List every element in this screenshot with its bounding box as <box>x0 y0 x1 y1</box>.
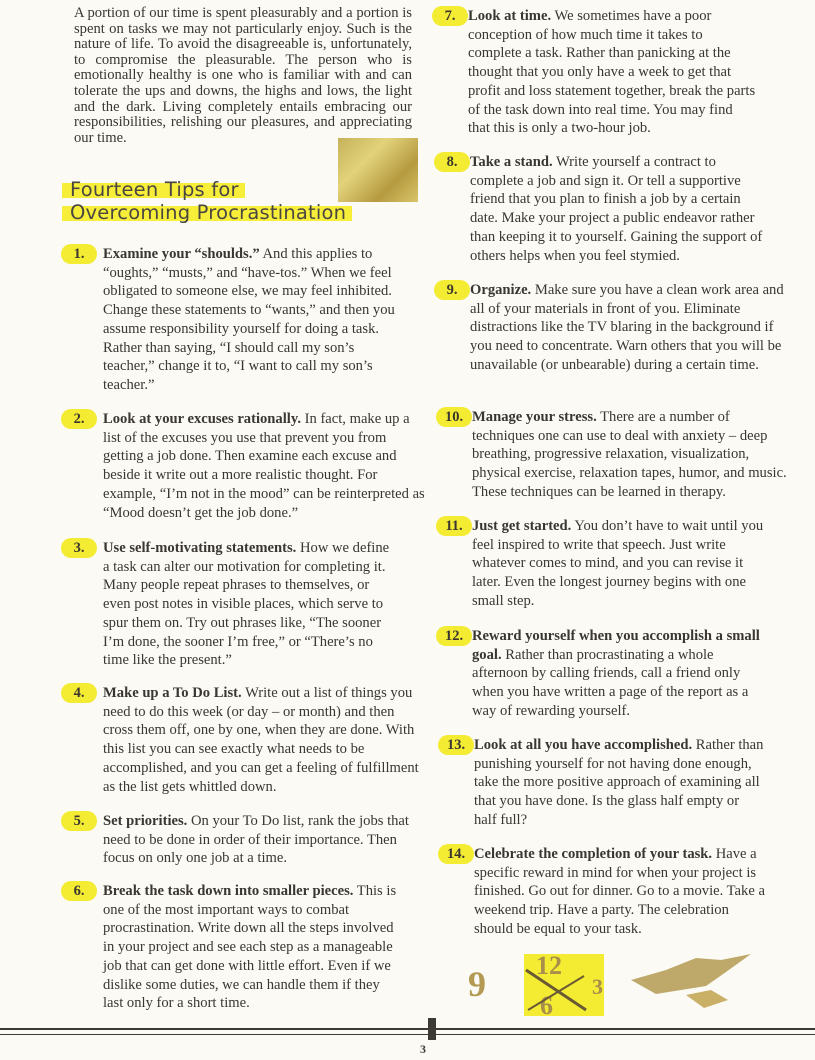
tip-number: 3. <box>61 538 97 558</box>
tip-body: How we define a task can alter our motivation for completing it. Many people repeat phrases to themselves, or even post notes in visible places, which serve to spur them on. Try out phrases like, “The sooner I’m done, the sooner I’m free,” or “There’s no time like the present.” <box>103 540 390 669</box>
tip-body: You don’t have to wait until you feel inspired to write that speech. Just write whatever comes to mind, and you can revise it later. Even the longest journey begins with one small step. <box>472 518 764 609</box>
tip-title: Set priorities. <box>103 813 188 829</box>
tip-title: Make up a To Do List. <box>103 685 242 701</box>
tip-title: Look at your excuses rationally. <box>103 411 301 427</box>
tip-6 <box>73 882 403 1013</box>
tip-body: Write yourself a contract to complete a job and sign it. Or tell a supportive friend that you plan to finish a job by a certain date. Make your project a public endeavor rather than keeping it to yourself. Gaining the support of others helps when you feel stymied. <box>470 154 763 264</box>
clock-fragments <box>686 990 728 1008</box>
tip-number: 1. <box>61 244 97 264</box>
tip-8 <box>446 153 766 265</box>
clock-fragments <box>631 954 751 994</box>
tip-body: There are a number of techniques one can use to deal with anxiety – deep breathing, progressive relaxation, visualization, physical exercise, relaxation tapes, humor, and music. These techniques can be learned in therapy. <box>472 409 787 500</box>
tip-title: Look at time. <box>468 8 552 24</box>
tip-9 <box>446 281 786 375</box>
tip-11 <box>445 517 772 611</box>
tip-title: Organize. <box>470 282 532 298</box>
tip-1 <box>73 245 395 395</box>
tip-body: And this applies to “oughts,” “musts,” and “have-tos.” When we feel obligated to someone else, we may feel inhibited. Change these statements to “wants,” and then you assume responsibility yourself for doing a task. Rather than saying, “I should call my son’s teacher,” change it to, “I want to call my son’s teacher.” <box>103 246 395 393</box>
tip-number: 10. <box>436 407 472 427</box>
tip-body: Have a specific reward in mind for when your project is finished. Go out for dinner. Go to a movie. Take a weekend trip. Have a party. The celebration should be equal to your task. <box>474 846 765 937</box>
page-number: 3 <box>420 1042 426 1056</box>
section-heading <box>62 178 402 224</box>
tip-2 <box>73 410 425 522</box>
intro-paragraph: A portion of our time is spent pleasurably and a portion is spent on tasks we may not particularly enjoy. Such is the nature of life. To avoid the disagreeable is, unfortunately, to compromise the pleasurable. The person who is emotionally healthy is one who is familiar with and can tolerate the ups and downs, the highs and lows, the light and the dark. Living completely entails embracing our responsibilities, relishing our pleasures, and appreciating our time. <box>74 5 412 146</box>
tip-body: This is one of the most important ways to combat procrastination. Write down all the steps involved in your project and see each step as a manageable job that can get done with little effort. Even if we dislike some duties, we can handle them if they last only for a short time. <box>103 883 397 1012</box>
tip-body: Rather than punishing yourself for not having done enough, take the more positive approach of examining all that you have done. Is the glass half empty or half full? <box>474 737 764 828</box>
tip-body: Make sure you have a clean work area and all of your materials in front of you. Eliminate distractions like the TV blaring in the background if you need to concentrate. Warn others that you will be unavailable (or unbearable) during a certain time. <box>470 282 784 373</box>
tip-number: 9. <box>434 280 470 300</box>
tip-14 <box>446 845 770 939</box>
tip-5 <box>73 812 425 868</box>
clock-number-12: 12 <box>536 951 562 980</box>
tip-4 <box>73 684 425 796</box>
tip-title: Celebrate the completion of your task. <box>474 846 713 862</box>
clock-number-6: 6 <box>540 991 553 1020</box>
tip-7 <box>444 7 758 138</box>
tip-body: In fact, make up a list of the excuses you use that prevent you from getting a job done. Then examine each excuse and beside it write out a more realistic thought. For example, “I’m not in the mood” can be reinterpreted as “Mood doesn’t get the job done.” <box>103 411 425 521</box>
tip-title: Reward yourself when you accomplish a small goal. <box>472 628 760 663</box>
tip-number: 11. <box>436 516 472 536</box>
tip-body: Rather than procrastinating a whole afternoon by calling friends, call a friend only when you have written a page of the report as a way of rewarding yourself. <box>472 646 749 719</box>
melting-clock-illustration <box>466 950 766 1020</box>
tip-title: Use self-motivating statements. <box>103 540 297 556</box>
clock-number-3: 3 <box>592 974 603 999</box>
tip-number: 7. <box>432 6 468 26</box>
tip-number: 12. <box>436 626 472 646</box>
tip-12 <box>444 627 762 721</box>
tip-13 <box>446 736 764 830</box>
tip-10 <box>444 408 792 502</box>
tip-number: 2. <box>61 409 97 429</box>
tip-number: 5. <box>61 811 97 831</box>
tip-number: 4. <box>61 683 97 703</box>
tip-title: Manage your stress. <box>472 409 597 425</box>
tip-title: Break the task down into smaller pieces. <box>103 883 354 899</box>
tip-title: Take a stand. <box>470 154 553 170</box>
left-column <box>74 6 424 146</box>
tip-title: Examine your “shoulds.” <box>103 246 260 262</box>
heading-line-2: Overcoming Procrastination <box>62 201 352 224</box>
footer-rule <box>0 1028 815 1030</box>
tip-number: 14. <box>438 844 474 864</box>
tip-body: On your To Do list, rank the jobs that need to be done in order of their importance. Then focus on only one job at a time. <box>103 813 409 867</box>
tip-body: We sometimes have a poor conception of how much time it takes to complete a task. Rather than panicking at the thought that you only have a week to get that profit and loss statement together, break the parts of the task down into real time. You may find that this is only a two-hour job. <box>468 8 756 137</box>
footer-rule-thin <box>0 1034 815 1035</box>
tip-title: Just get started. <box>472 518 572 534</box>
footer-ornament <box>428 1018 436 1040</box>
clock-number-9: 9 <box>468 964 486 1004</box>
heading-line-1: Fourteen Tips for <box>62 178 245 201</box>
tip-title: Look at all you have accomplished. <box>474 737 693 753</box>
tip-number: 6. <box>61 881 97 901</box>
tip-number: 8. <box>434 152 470 172</box>
tip-number: 13. <box>438 735 474 755</box>
tip-3 <box>73 539 395 670</box>
tip-body: Write out a list of things you need to do this week (or day – or month) and then cross them off, one by one, when they are done. With this list you can see exactly what needs to be accomplished, and you can get a feeling of fulfillment as the list gets whittled down. <box>103 685 419 795</box>
